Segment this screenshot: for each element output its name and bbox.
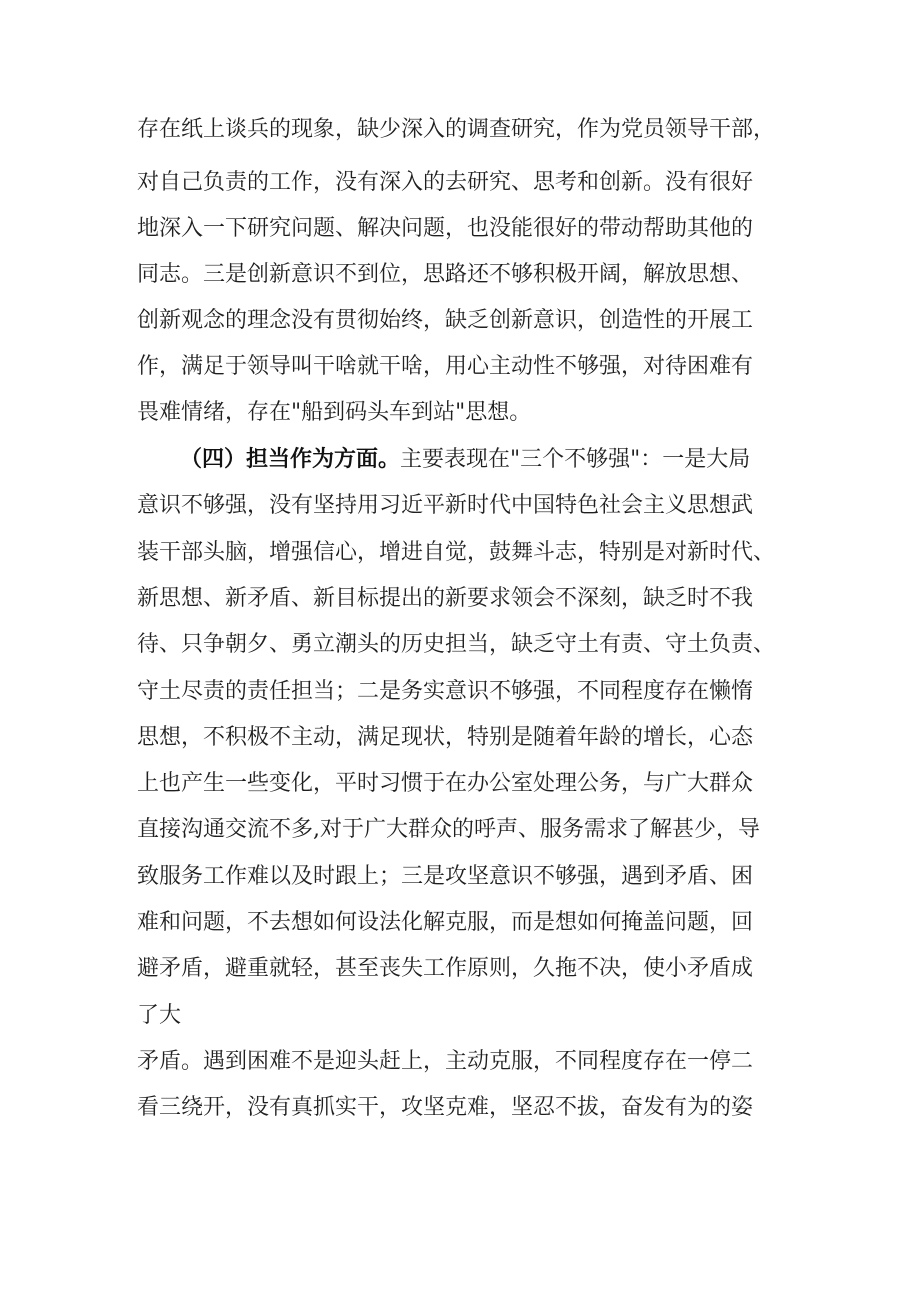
body-text-line: 思想，不积极不主动，满足现状，特别是随着年龄的增长，心态 — [137, 725, 754, 750]
body-text-line: 意识不够强，没有坚持用习近平新时代中国特色社会主义思想武 — [137, 493, 754, 518]
section-heading: （四）担当作为方面。 — [180, 447, 401, 472]
body-text-line: 创新观念的理念没有贯彻始终，缺乏创新意识，创造性的开展工 — [137, 308, 754, 333]
body-text-line: 守土尽责的责任担当；二是务实意识不够强，不同程度存在懒惰 — [137, 679, 754, 704]
body-text-line: 作，满足于领导叫干啥就干啥，用心主动性不够强，对待困难有 — [137, 354, 754, 379]
body-text-line: 畏难情绪，存在"船到码头车到站"思想。 — [137, 400, 532, 425]
body-text-line: 直接沟通交流不多,对于广大群众的呼声、服务需求了解甚少，导 — [137, 817, 760, 842]
body-text-line: 看三绕开，没有真抓实干，攻坚克难，坚忍不拔，奋发有为的姿 — [137, 1095, 754, 1120]
body-text-line: 上也产生一些变化，平时习惯于在办公室处理公务，与广大群众 — [137, 771, 754, 796]
body-text-line: 难和问题，不去想如何设法化解克服，而是想如何掩盖问题，回 — [137, 910, 754, 935]
body-text-line: 新思想、新矛盾、新目标提出的新要求领会不深刻，缺乏时不我 — [137, 586, 754, 611]
body-text-line: 存在纸上谈兵的现象，缺少深入的调查研究，作为党员领导干部， — [137, 117, 776, 142]
body-text-span: 主要表现在"三个不够强"：一是大局 — [400, 447, 751, 472]
body-text-line: 装干部头脑，增强信心，增进自觉，鼓舞斗志，特别是对新时代、 — [137, 540, 776, 565]
body-text-line: 了大 — [137, 1003, 182, 1028]
body-text-line: 对自己负责的工作，没有深入的去研究、思考和创新。没有很好 — [137, 170, 754, 195]
section-heading-line — [180, 445, 750, 475]
body-text-line: 地深入一下研究问题、解决问题，也没能很好的带动帮助其他的 — [137, 216, 754, 241]
body-text-line: 待、只争朝夕、勇立潮头的历史担当，缺乏守土有责、守土负责、 — [137, 632, 776, 657]
body-text-line: 避矛盾，避重就轻，甚至丧失工作原则，久拖不决，使小矛盾成 — [137, 956, 754, 981]
body-text-line: 矛盾。遇到困难不是迎头赶上，主动克服，不同程度存在一停二 — [137, 1049, 754, 1074]
body-text-line: 致服务工作难以及时跟上；三是攻坚意识不够强，遇到矛盾、困 — [137, 864, 754, 889]
body-text-line: 同志。三是创新意识不到位，思路还不够积极开阔，解放思想、 — [137, 262, 754, 287]
